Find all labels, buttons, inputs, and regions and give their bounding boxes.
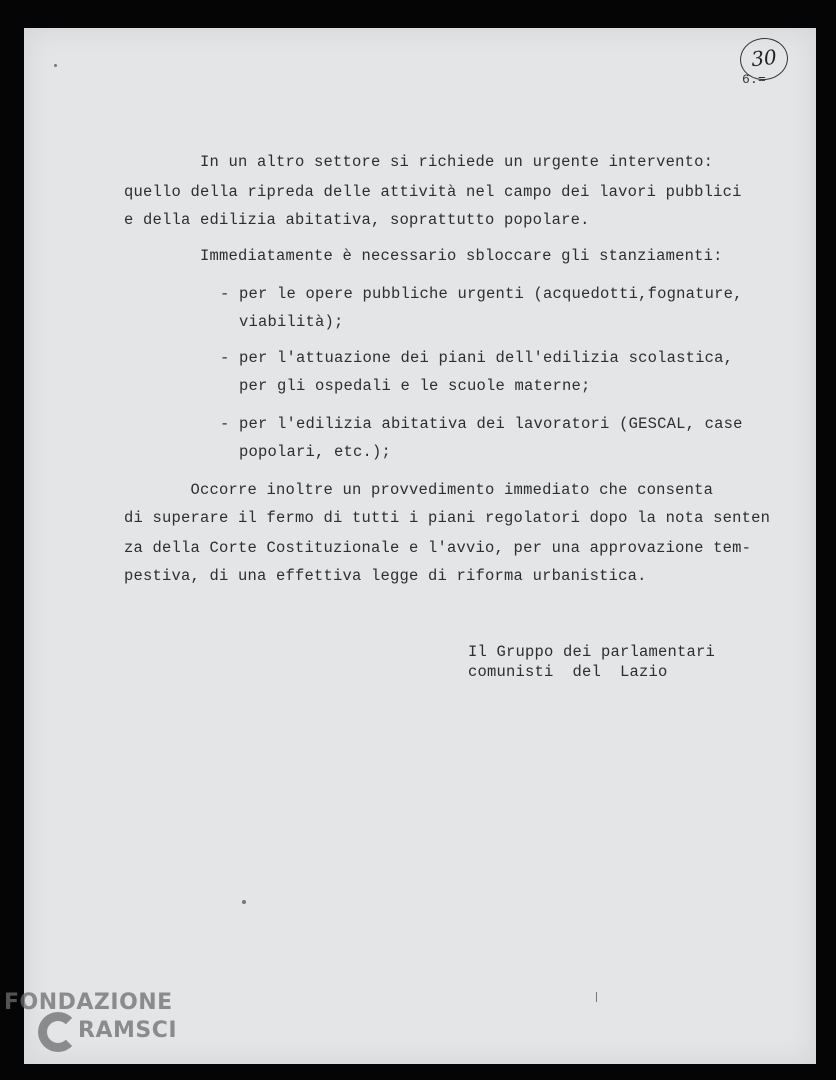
list-item-line: - per l'edilizia abitativa dei lavoratori (GESCAL, case bbox=[220, 415, 743, 433]
list-item-line: - per l'attuazione dei piani dell'edilizia scolastica, bbox=[220, 349, 734, 367]
text-line: di superare il fermo di tutti i piani regolatori dopo la nota senten bbox=[124, 509, 771, 527]
gramsci-g-logo-icon bbox=[38, 1012, 78, 1052]
text-line: e della edilizia abitativa, soprattutto popolare. bbox=[124, 211, 590, 229]
list-item-line: - per le opere pubbliche urgenti (acquedotti,fognature, bbox=[220, 285, 743, 303]
document-page bbox=[24, 28, 816, 1064]
paper-speck bbox=[242, 900, 246, 904]
text-line: pestiva, di una effettiva legge di riforma urbanistica. bbox=[124, 567, 647, 585]
watermark-line-2: RAMSCI bbox=[78, 1018, 178, 1043]
text-line: Immediatamente è necessario sbloccare gli stanziamenti: bbox=[124, 247, 723, 265]
list-item-line: viabilità); bbox=[220, 313, 344, 331]
watermark-line-1: FONDAZIONE bbox=[4, 990, 173, 1015]
folio-number: 30 bbox=[738, 36, 790, 83]
text-line: za della Corte Costituzionale e l'avvio, per una approvazione tem- bbox=[124, 539, 752, 557]
list-item-line: popolari, etc.); bbox=[220, 443, 392, 461]
signature-line: Il Gruppo dei parlamentari bbox=[468, 643, 716, 661]
paper-speck bbox=[596, 992, 597, 1002]
text-line: Occorre inoltre un provvedimento immediato che consenta bbox=[124, 481, 714, 499]
signature-line: comunisti del Lazio bbox=[468, 663, 668, 681]
list-item-line: per gli ospedali e le scuole materne; bbox=[220, 377, 591, 395]
paper-speck bbox=[54, 64, 57, 67]
text-line: quello della ripreda delle attività nel campo dei lavori pubblici bbox=[124, 183, 742, 201]
page-number: 6.= bbox=[742, 72, 767, 87]
text-line: In un altro settore si richiede un urgente intervento: bbox=[124, 153, 714, 171]
fondazione-gramsci-watermark bbox=[4, 988, 214, 1074]
